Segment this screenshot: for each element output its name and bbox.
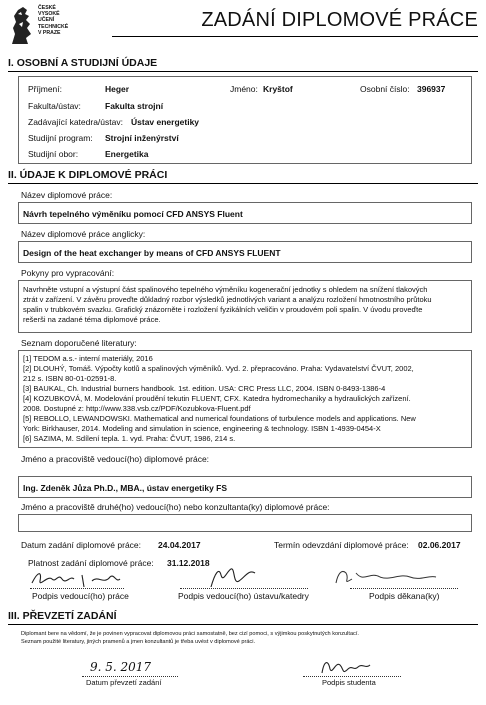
deadline-label: Termín odevzdání diplomové práce: xyxy=(274,540,409,550)
notice-line: Seznam použité literatury, jiných pramenů a jmen konzultantů je třeba uvést v diplomové práci. xyxy=(21,639,256,645)
section-personal-heading: I. OSOBNÍ A STUDIJNÍ ÚDAJE xyxy=(8,57,158,69)
title-cz-value: Návrh tepelného výměníku pomocí CFD ANSYS Fluent xyxy=(23,209,243,219)
signature-line xyxy=(303,676,401,677)
program-label: Studijní program: xyxy=(28,133,93,143)
title-rule xyxy=(112,36,478,37)
literature-item: [2] DLOUHÝ, Tomáš. Výpočty kotlů a spalinových výměníků. Vyd. 2. přepracováno. Praha: Vydavatelství ČVUT, 2002, xyxy=(23,364,414,373)
title-en-box xyxy=(18,241,472,263)
guidelines-box xyxy=(18,280,472,333)
guidelines-line: rešerši na zadané téma diplomové práce. xyxy=(23,315,161,324)
literature-item: [6] SAZIMA, M. Sdílení tepla. 1. vyd. Praha: ČVUT, 1986, 214 s. xyxy=(23,434,236,443)
literature-item: York: Birkhauser, 2014. Modeling and simulation in science, engineering & technology. ISBN 1-4939-0454-X xyxy=(23,424,381,433)
logo-text: ČESKÉ VYSOKÉ UČENÍ TECHNICKÉ V PRAZE xyxy=(38,5,69,36)
signature-line xyxy=(180,588,308,589)
handover-date-label: Datum převzetí zadání xyxy=(86,678,162,687)
department-value: Ústav energetiky xyxy=(131,117,200,127)
literature-item: [1] TEDOM a.s.- interní materiály, 2016 xyxy=(23,354,153,363)
section-thesis-heading: II. ÚDAJE K DIPLOMOVÉ PRÁCI xyxy=(8,169,168,181)
guidelines-line: ztrát v zařízení. V závěru proveďte důkladný rozbor výsledků jednotlivých variant a analýzu rozložení hmotnostního průtoku xyxy=(23,295,432,304)
title-cz-label: Název diplomové práce: xyxy=(21,190,113,200)
assignment-date-label: Datum zadání diplomové práce: xyxy=(21,540,142,550)
title-en-value: Design of the heat exchanger by means of CFD ANSYS FLUENT xyxy=(23,248,281,258)
signature-line xyxy=(82,676,178,677)
literature-box xyxy=(18,350,472,448)
supervisor-value: Ing. Zdeněk Jůza Ph.D., MBA., ústav energetiky FS xyxy=(23,483,228,493)
title-en-label: Název diplomové práce anglicky: xyxy=(21,229,146,239)
student-signature-icon xyxy=(318,655,374,677)
guidelines-label: Pokyny pro vypracování: xyxy=(21,268,115,278)
section-handover-heading: III. PŘEVZETÍ ZADÁNÍ xyxy=(8,610,117,622)
department-label: Zadávající katedra/ústav: xyxy=(28,117,123,127)
personal-number-value: 396937 xyxy=(417,84,446,94)
surname-label: Příjmení: xyxy=(28,84,63,94)
literature-item: 2008. Dostupné z: http://www.338.vsb.cz/PDF/Kozubkova-Fluent.pdf xyxy=(23,404,251,413)
faculty-label: Fakulta/ústav: xyxy=(28,101,81,111)
faculty-value: Fakulta strojní xyxy=(105,101,164,111)
program-value: Strojní inženýrství xyxy=(105,133,179,143)
validity-value: 31.12.2018 xyxy=(167,558,210,568)
section-rule xyxy=(8,71,478,72)
notice-line: Diplomant bere na vědomí, že je povinen vypracovat diplomovou práci samostatně, bez cizí pomoci, s výjimkou poskytnutých konzultací. xyxy=(21,631,359,637)
guidelines-line: spalin v trubkovém svazku. Grafický znázorněte i rozložení fyzikálních veličin v proudovém poli spalin. V úvodu proveďte xyxy=(23,305,423,314)
signature-line xyxy=(350,588,458,589)
field-value: Energetika xyxy=(105,149,149,159)
literature-item: [3] BAUKAL, Ch. Industrial burners handbook. 1st. edition. USA: CRC Press LLC, 2004. ISBN 0-8493-1386-4 xyxy=(23,384,386,393)
guidelines-line: Navrhněte vstupní a výstupní část spalinového tepelného výměníku kogenerační jednotky s ohledem na snížení tlakových xyxy=(23,285,428,294)
supervisor-box xyxy=(18,476,472,498)
handwritten-date: 9. 5. 2017 xyxy=(90,660,152,674)
surname-value: Heger xyxy=(105,84,130,94)
head-signature-label: Podpis vedoucí(ho) ústavu/katedry xyxy=(178,591,309,601)
validity-label: Platnost zadání diplomové práce: xyxy=(28,558,154,568)
dean-signature-label: Podpis děkana(ky) xyxy=(369,591,440,601)
firstname-label: Jméno: xyxy=(230,84,258,94)
personal-number-label: Osobní číslo: xyxy=(360,84,410,94)
supervisor-signature-label: Podpis vedoucí(ho) práce xyxy=(32,591,129,601)
literature-item: [4] KOZUBKOVÁ, M. Modelování proudění tekutin FLUENT, CFX. Katedra hydromechaniky a hydraulických zařízení. xyxy=(23,394,411,403)
section-rule xyxy=(8,183,478,184)
firstname-value: Kryštof xyxy=(263,84,293,94)
supervisor-label: Jméno a pracoviště vedoucí(ho) diplomové práce: xyxy=(21,454,210,464)
literature-item: [5] REBOLLO, LEWANDOWSKI. Mathematical and numerical foundations of turbulence models and applications. New xyxy=(23,414,416,423)
assignment-date-value: 24.04.2017 xyxy=(158,540,201,550)
second-supervisor-label: Jméno a pracoviště druhé(ho) vedoucí(ho) nebo konzultanta(ky) diplomové práce: xyxy=(21,502,330,512)
student-signature-label: Podpis studenta xyxy=(322,678,376,687)
document-title: ZADÁNÍ DIPLOMOVÉ PRÁCE xyxy=(201,9,478,31)
signature-line xyxy=(30,588,124,589)
field-label: Studijní obor: xyxy=(28,149,79,159)
personal-info-box xyxy=(18,76,472,164)
lion-emblem-icon xyxy=(8,4,38,46)
second-supervisor-box xyxy=(18,514,472,532)
literature-label: Seznam doporučené literatury: xyxy=(21,338,137,348)
dean-signature-icon xyxy=(330,563,440,591)
literature-item: 212 s. ISBN 80-01-02591-8. xyxy=(23,374,117,383)
section-rule xyxy=(8,624,478,625)
title-cz-box xyxy=(18,202,472,224)
deadline-value: 02.06.2017 xyxy=(418,540,461,550)
